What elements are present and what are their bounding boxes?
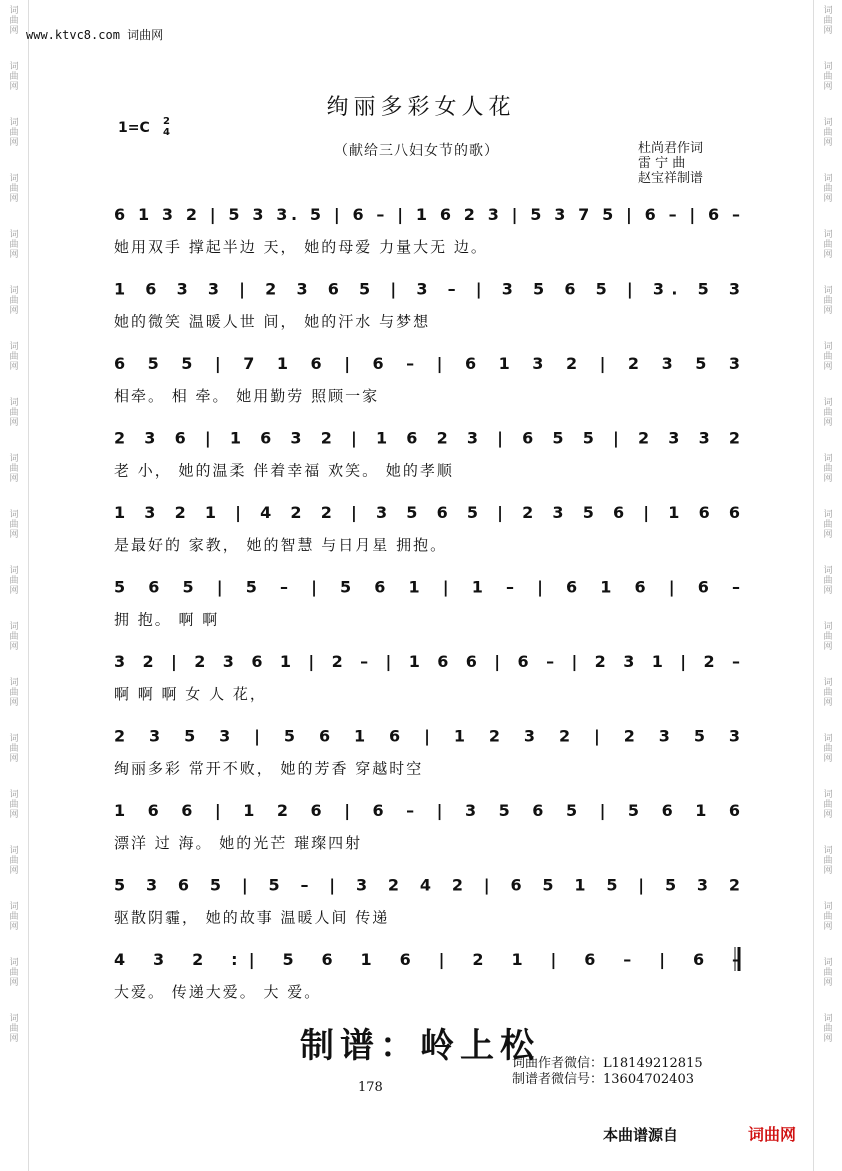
time-signature-top: 2 bbox=[163, 116, 170, 127]
watermark-mark: 词 曲 网 bbox=[9, 846, 19, 876]
watermark-mark: 词 曲 网 bbox=[823, 6, 833, 36]
watermark-mark: 词 曲 网 bbox=[9, 510, 19, 540]
page-number: 178 bbox=[358, 1080, 383, 1095]
watermark-mark: 词 曲 网 bbox=[823, 1014, 833, 1044]
lyric-line: 是最好的 家教， 她的智慧 与日月星 拥抱。 bbox=[114, 536, 448, 554]
watermark-mark: 词 曲 网 bbox=[9, 678, 19, 708]
arranger-wechat: 制谱者微信号：13604702403 bbox=[512, 1072, 694, 1087]
watermark-mark: 词 曲 网 bbox=[9, 622, 19, 652]
notation-line: 3 2 | 2 3 6 1 | 2 – | 1 6 6 | 6 – | 2 3 1 | 2 – bbox=[114, 652, 740, 671]
watermark-mark: 词 曲 网 bbox=[823, 790, 833, 820]
notation-line: 1 6 3 3 | 2 3 6 5 | 3 – | 3 5 6 5 | 3. 5 3 bbox=[114, 279, 740, 299]
author-wechat: 词曲作者微信：L18149212815 bbox=[512, 1056, 703, 1071]
lyric-line: 老 小， 她的温柔 伴着幸福 欢笑。 她的孝顺 bbox=[114, 461, 454, 480]
song-subtitle: （献给三八妇女节的歌） bbox=[334, 143, 499, 159]
arranger-signature: 制谱：岭上松 bbox=[300, 1026, 540, 1066]
watermark-mark: 词 曲 网 bbox=[823, 678, 833, 708]
lyricist-credit: 杜尚君作词 bbox=[638, 141, 704, 156]
lyric-line: 大爱。 传递大爱。 大 爱。 bbox=[114, 983, 322, 1001]
site-header: www.ktvc8.com 词曲网 bbox=[26, 28, 164, 42]
watermark-mark: 词 曲 网 bbox=[823, 846, 833, 876]
watermark-mark: 词 曲 网 bbox=[823, 118, 833, 148]
watermark-mark: 词 曲 网 bbox=[823, 286, 833, 316]
watermark-mark: 词 曲 网 bbox=[9, 286, 19, 316]
lyric-line: 漂洋 过 海。 她的光芒 璀璨四射 bbox=[114, 834, 363, 852]
notation-line: 2 3 5 3 | 5 6 1 6 | 1 2 3 2 | 2 3 5 3 bbox=[114, 726, 740, 746]
watermark-mark: 词 曲 网 bbox=[823, 342, 833, 372]
watermark-mark: 词 曲 网 bbox=[823, 398, 833, 428]
notation-line: 2 3 6 | 1 6 3 2 | 1 6 2 3 | 6 5 5 | 2 3 3 2 bbox=[114, 428, 740, 448]
lyric-line: 绚丽多彩 常开不败， 她的芳香 穿越时空 bbox=[114, 759, 424, 778]
watermark-mark: 词 曲 网 bbox=[9, 566, 19, 596]
composer-credit: 雷 宁 曲 bbox=[638, 156, 686, 171]
watermark-mark: 词 曲 网 bbox=[823, 622, 833, 652]
lyric-line: 拥 抱。 啊 啊 bbox=[114, 610, 220, 629]
watermark-mark: 词 曲 网 bbox=[9, 1014, 19, 1044]
lyric-line: 啊 啊 啊 女 人 花， bbox=[114, 685, 267, 703]
notation-line: 5 3 6 5 | 5 – | 3 2 4 2 | 6 5 1 5 | 5 3 2 bbox=[114, 875, 740, 895]
watermark-mark: 词 曲 网 bbox=[823, 566, 833, 596]
notation-line: 6 1 3 2 | 5 3 3. 5 | 6 – | 1 6 2 3 | 5 3 7 5 | 6 – | 6 – bbox=[114, 205, 740, 224]
lyric-line: 驱散阴霾， 她的故事 温暖人间 传递 bbox=[114, 908, 390, 927]
notation-line: 4 3 2 :| 5 6 1 6 | 2 1 | 6 – | 6 – bbox=[114, 950, 741, 969]
watermark-mark: 词 曲 网 bbox=[9, 342, 19, 372]
watermark-mark: 词 曲 网 bbox=[9, 790, 19, 820]
watermark-mark: 词 曲 网 bbox=[823, 230, 833, 260]
lyric-line: 她用双手 撑起半边 天， 她的母爱 力量大无 边。 bbox=[114, 238, 488, 256]
lyric-line: 相牵。 相 牵。 她用勤劳 照顾一家 bbox=[114, 387, 380, 405]
source-brand-link[interactable]: 词曲网 bbox=[748, 1125, 797, 1144]
watermark-mark: 词 曲 网 bbox=[823, 902, 833, 932]
source-label: 本曲谱源自 bbox=[603, 1126, 679, 1144]
notation-line: 1 6 6 | 1 2 6 | 6 – | 3 5 6 5 | 5 6 1 6 bbox=[114, 801, 740, 820]
notation-line: 1 3 2 1 | 4 2 2 | 3 5 6 5 | 2 3 5 6 | 1 6 6 bbox=[114, 503, 740, 522]
watermark-mark: 词 曲 网 bbox=[9, 62, 19, 92]
song-title: 绚丽多彩女人花 bbox=[326, 95, 516, 120]
notation-credit: 赵宝祥制谱 bbox=[638, 171, 704, 186]
watermark-mark: 词 曲 网 bbox=[9, 734, 19, 764]
lyric-line: 她的微笑 温暖人世 间， 她的汗水 与梦想 bbox=[114, 312, 431, 331]
watermark-mark: 词 曲 网 bbox=[823, 958, 833, 988]
watermark-mark: 词 曲 网 bbox=[823, 174, 833, 204]
watermark-mark: 词 曲 网 bbox=[823, 62, 833, 92]
watermark-mark: 词 曲 网 bbox=[9, 6, 19, 36]
watermark-mark: 词 曲 网 bbox=[9, 118, 19, 148]
watermark-mark: 词 曲 网 bbox=[9, 454, 19, 484]
watermark-mark: 词 曲 网 bbox=[823, 510, 833, 540]
notation-line: 5 6 5 | 5 – | 5 6 1 | 1 – | 6 1 6 | 6 – bbox=[114, 577, 740, 597]
watermark-mark: 词 曲 网 bbox=[9, 230, 19, 260]
watermark-mark: 词 曲 网 bbox=[9, 958, 19, 988]
watermark-mark: 词 曲 网 bbox=[9, 398, 19, 428]
time-signature-bottom: 4 bbox=[163, 127, 170, 138]
notation-line: 6 5 5 | 7 1 6 | 6 – | 6 1 3 2 | 2 3 5 3 bbox=[114, 354, 740, 373]
watermark-mark: 词 曲 网 bbox=[823, 454, 833, 484]
watermark-mark: 词 曲 网 bbox=[823, 734, 833, 764]
watermark-mark: 词 曲 网 bbox=[9, 174, 19, 204]
key-signature: 1=C bbox=[118, 120, 150, 136]
watermark-mark: 词 曲 网 bbox=[9, 902, 19, 932]
contact-block bbox=[512, 1056, 703, 1088]
